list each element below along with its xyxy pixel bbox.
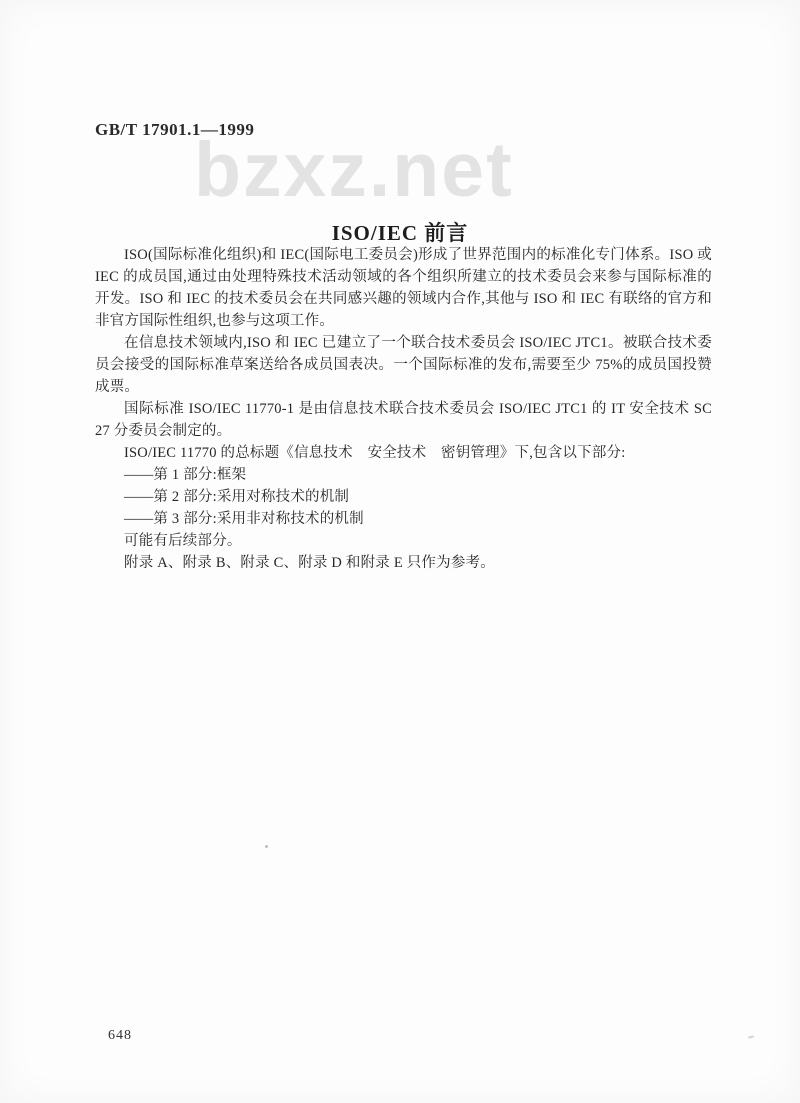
standard-number: GB/T 17901.1—1999 bbox=[95, 120, 255, 139]
foreword-paragraph: 在信息技术领域内,ISO 和 IEC 已建立了一个联合技术委员会 ISO/IEC JTC1。被联合技术委员会接受的国际标准草案送给各成员国表决。一个国际标准的发布,需要至少 75%的成员国投赞成票。 bbox=[95, 335, 712, 395]
scan-artifact bbox=[748, 1035, 754, 1038]
foreword-paragraph: ISO/IEC 11770 的总标题《信息技术 安全技术 密钥管理》下,包含以下部分: bbox=[124, 445, 626, 461]
page-number: 648 bbox=[108, 1028, 132, 1043]
foreword-paragraph: 附录 A、附录 B、附录 C、附录 D 和附录 E 只作为参考。 bbox=[124, 555, 495, 571]
watermark-text: bzxz.net bbox=[194, 127, 514, 213]
foreword-body bbox=[95, 244, 712, 574]
foreword-part-item: ——第 3 部分:采用非对称技术的机制 bbox=[124, 511, 364, 527]
scan-artifact bbox=[265, 845, 268, 848]
foreword-paragraph: ISO(国际标准化组织)和 IEC(国际电工委员会)形成了世界范围内的标准化专门体系。ISO 或 IEC 的成员国,通过由处理特殊技术活动领域的各个组织所建立的技术委员会来参与国际标准的开发。ISO 和 IEC 的技术委员会在共同感兴趣的领域内合作,其他与 ISO 和 IEC 有联络的官方和非官方国际性组织,也参与这项工作。 bbox=[95, 247, 712, 329]
section-title: ISO/IEC 前言 bbox=[331, 221, 469, 246]
foreword-part-item: ——第 1 部分:框架 bbox=[124, 467, 247, 483]
foreword-paragraph: 可能有后续部分。 bbox=[124, 533, 242, 549]
foreword-part-item: ——第 2 部分:采用对称技术的机制 bbox=[124, 489, 350, 505]
foreword-paragraph: 国际标准 ISO/IEC 11770-1 是由信息技术联合技术委员会 ISO/IEC JTC1 的 IT 安全技术 SC 27 分委员会制定的。 bbox=[95, 401, 712, 439]
